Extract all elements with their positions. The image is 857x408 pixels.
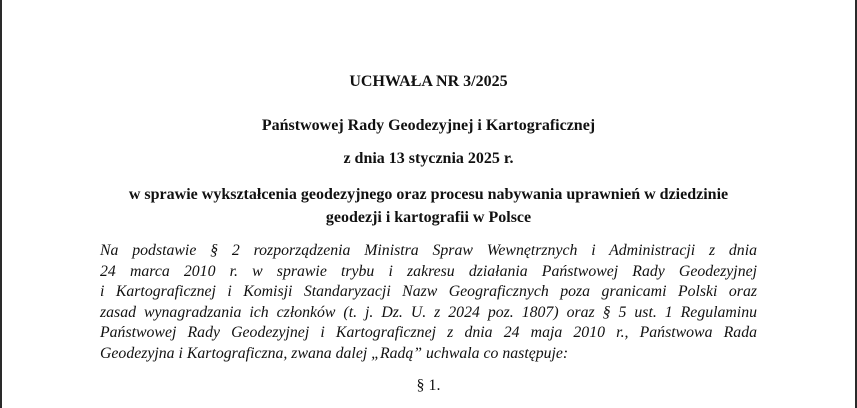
resolution-title: UCHWAŁA NR 3/2025 [349, 73, 508, 90]
preamble-line: zasad wynagradzania ich członków (t. j. Dz. U. z 2024 poz. 1807) oraz § 5 ust. 1 Regulaminu [100, 303, 757, 321]
issuer-line: Państwowej Rady Geodezyjnej i Kartograficznej [261, 117, 596, 134]
page-left-border [0, 0, 2, 408]
preamble-line: Na podstawie § 2 rozporządzenia Ministra Spraw Wewnętrznych i Administracji z dnia [100, 242, 757, 259]
date-line: z dnia 13 stycznia 2025 r. [343, 150, 514, 167]
preamble-line: i Kartograficznej i Komisji Standaryzacji Nazw Geograficznych poza granicami Polski oraz [100, 283, 757, 300]
preamble-paragraph [100, 241, 757, 364]
preamble-line: Geodezyjna i Kartograficzna, zwana dalej „Radą” uchwala co następuje: [100, 344, 569, 362]
preamble-line: Państwowej Rady Geodezyjnej i Kartograficznej z dnia 24 maja 2010 r., Państwowa Rada [100, 324, 757, 341]
subject-heading: w sprawie wykształcenia geodezyjnego oraz procesu nabywania uprawnień w dziedzinie geodezji i kartografii w Polsce [128, 186, 729, 226]
section-1-heading: § 1. [416, 377, 441, 394]
preamble-line: 24 marca 2010 r. w sprawie trybu i zakresu działania Państwowej Rady Geodezyjnej [100, 262, 757, 280]
